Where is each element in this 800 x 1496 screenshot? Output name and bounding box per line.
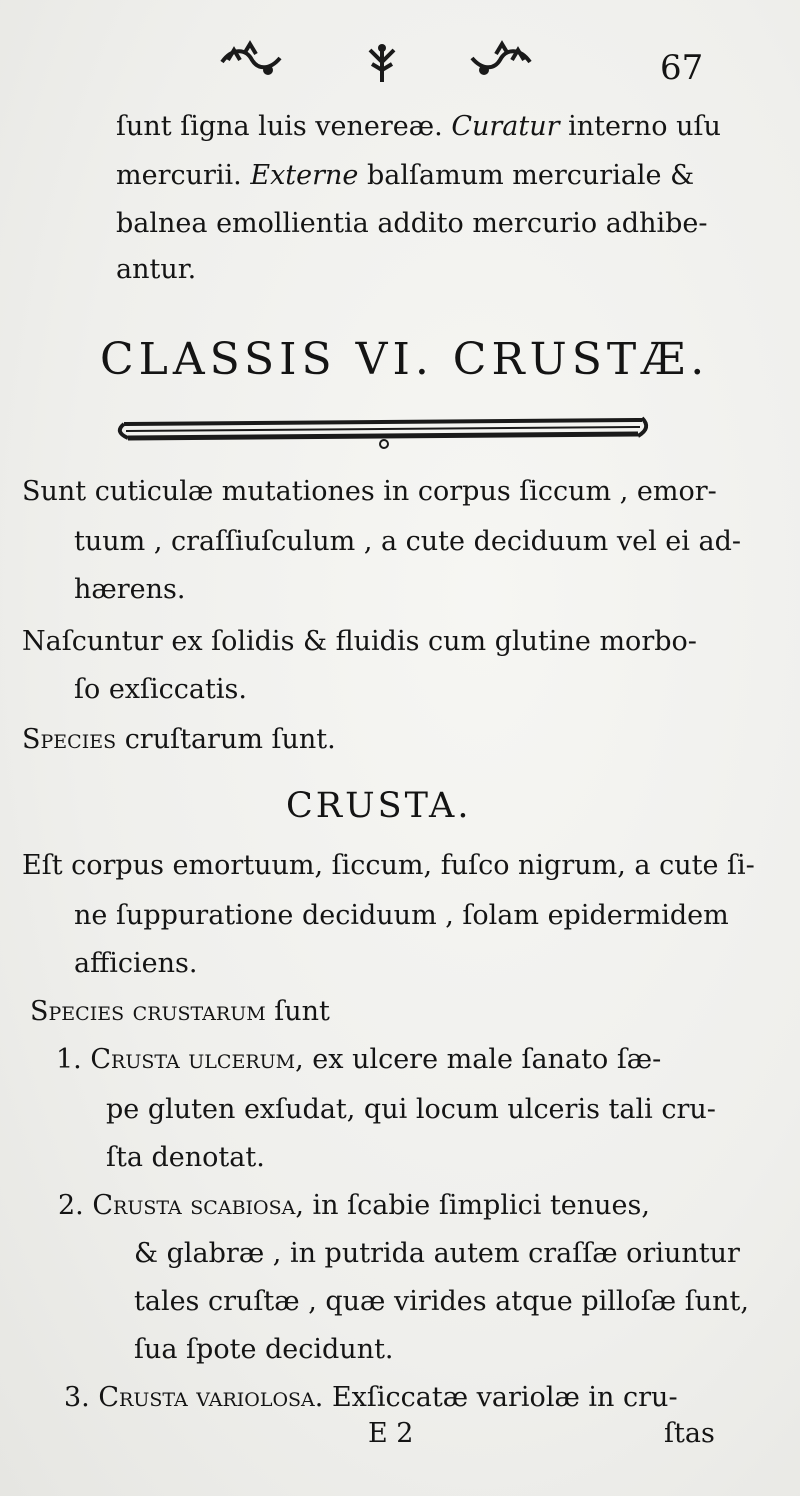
para5-line: Species crustarum ſunt: [30, 996, 330, 1027]
intro-line-4: antur.: [116, 254, 197, 285]
item2-line-3: tales cruſtæ , quæ virides atque pilloſæ ſunt,: [134, 1286, 749, 1317]
fleuron-left-icon: [218, 40, 284, 80]
item1-line-2: pe gluten exſudat, qui locum ulceris tali cru-: [106, 1094, 716, 1125]
fleuron-center-icon: [362, 40, 402, 84]
para2-line-1: Naſcuntur ex ſolidis & fluidis cum glutine morbo-: [22, 626, 697, 657]
item1-line-1: 1. Crusta ulcerum, ex ulcere male ſanato ſæ-: [56, 1044, 662, 1075]
para4-line-3: afficiens.: [74, 948, 198, 979]
page-number: 67: [660, 48, 704, 88]
para1-line-3: hærens.: [74, 574, 186, 605]
item1-line-3: ſta denotat.: [106, 1142, 265, 1173]
fleuron-right-icon: [466, 40, 534, 80]
rule-ornament-icon: [112, 410, 654, 454]
item2-line-1: 2. Crusta scabiosa, in ſcabie ſimplici tenues,: [58, 1190, 650, 1221]
para4-line-2: ne ſuppuratione deciduum , ſolam epidermidem: [74, 900, 729, 931]
item2-line-4: ſua ſpote decidunt.: [134, 1334, 394, 1365]
catchword: ſtas: [664, 1418, 715, 1449]
signature-mark: E 2: [368, 1418, 414, 1449]
para1-line-2: tuum , craſſiuſculum , a cute deciduum vel ei ad-: [74, 526, 742, 557]
crusta-heading: CRUSTA.: [286, 786, 472, 826]
para3-line: Species cruſtarum ſunt.: [22, 724, 336, 755]
item3-line-1: 3. Crusta variolosa. Exſiccatæ variolæ in cru-: [64, 1382, 678, 1413]
para2-line-2: ſo exſiccatis.: [74, 674, 247, 705]
intro-line-2: mercurii. Externe balſamum mercuriale &: [116, 160, 695, 191]
para4-line-1: Eſt corpus emortuum, ſiccum, fuſco nigrum, a cute ſi-: [22, 850, 755, 881]
item2-line-2: & glabræ , in putrida autem craſſæ oriuntur: [134, 1238, 740, 1269]
class-heading: CLASSIS VI. CRUSTÆ.: [100, 334, 710, 385]
intro-line-1: ſunt ſigna luis venereæ. Curatur interno uſu: [116, 111, 721, 142]
intro-line-3: balnea emollientia addito mercurio adhibe-: [116, 208, 708, 239]
para1-line-1: Sunt cuticulæ mutationes in corpus ſiccum , emor-: [22, 476, 717, 507]
